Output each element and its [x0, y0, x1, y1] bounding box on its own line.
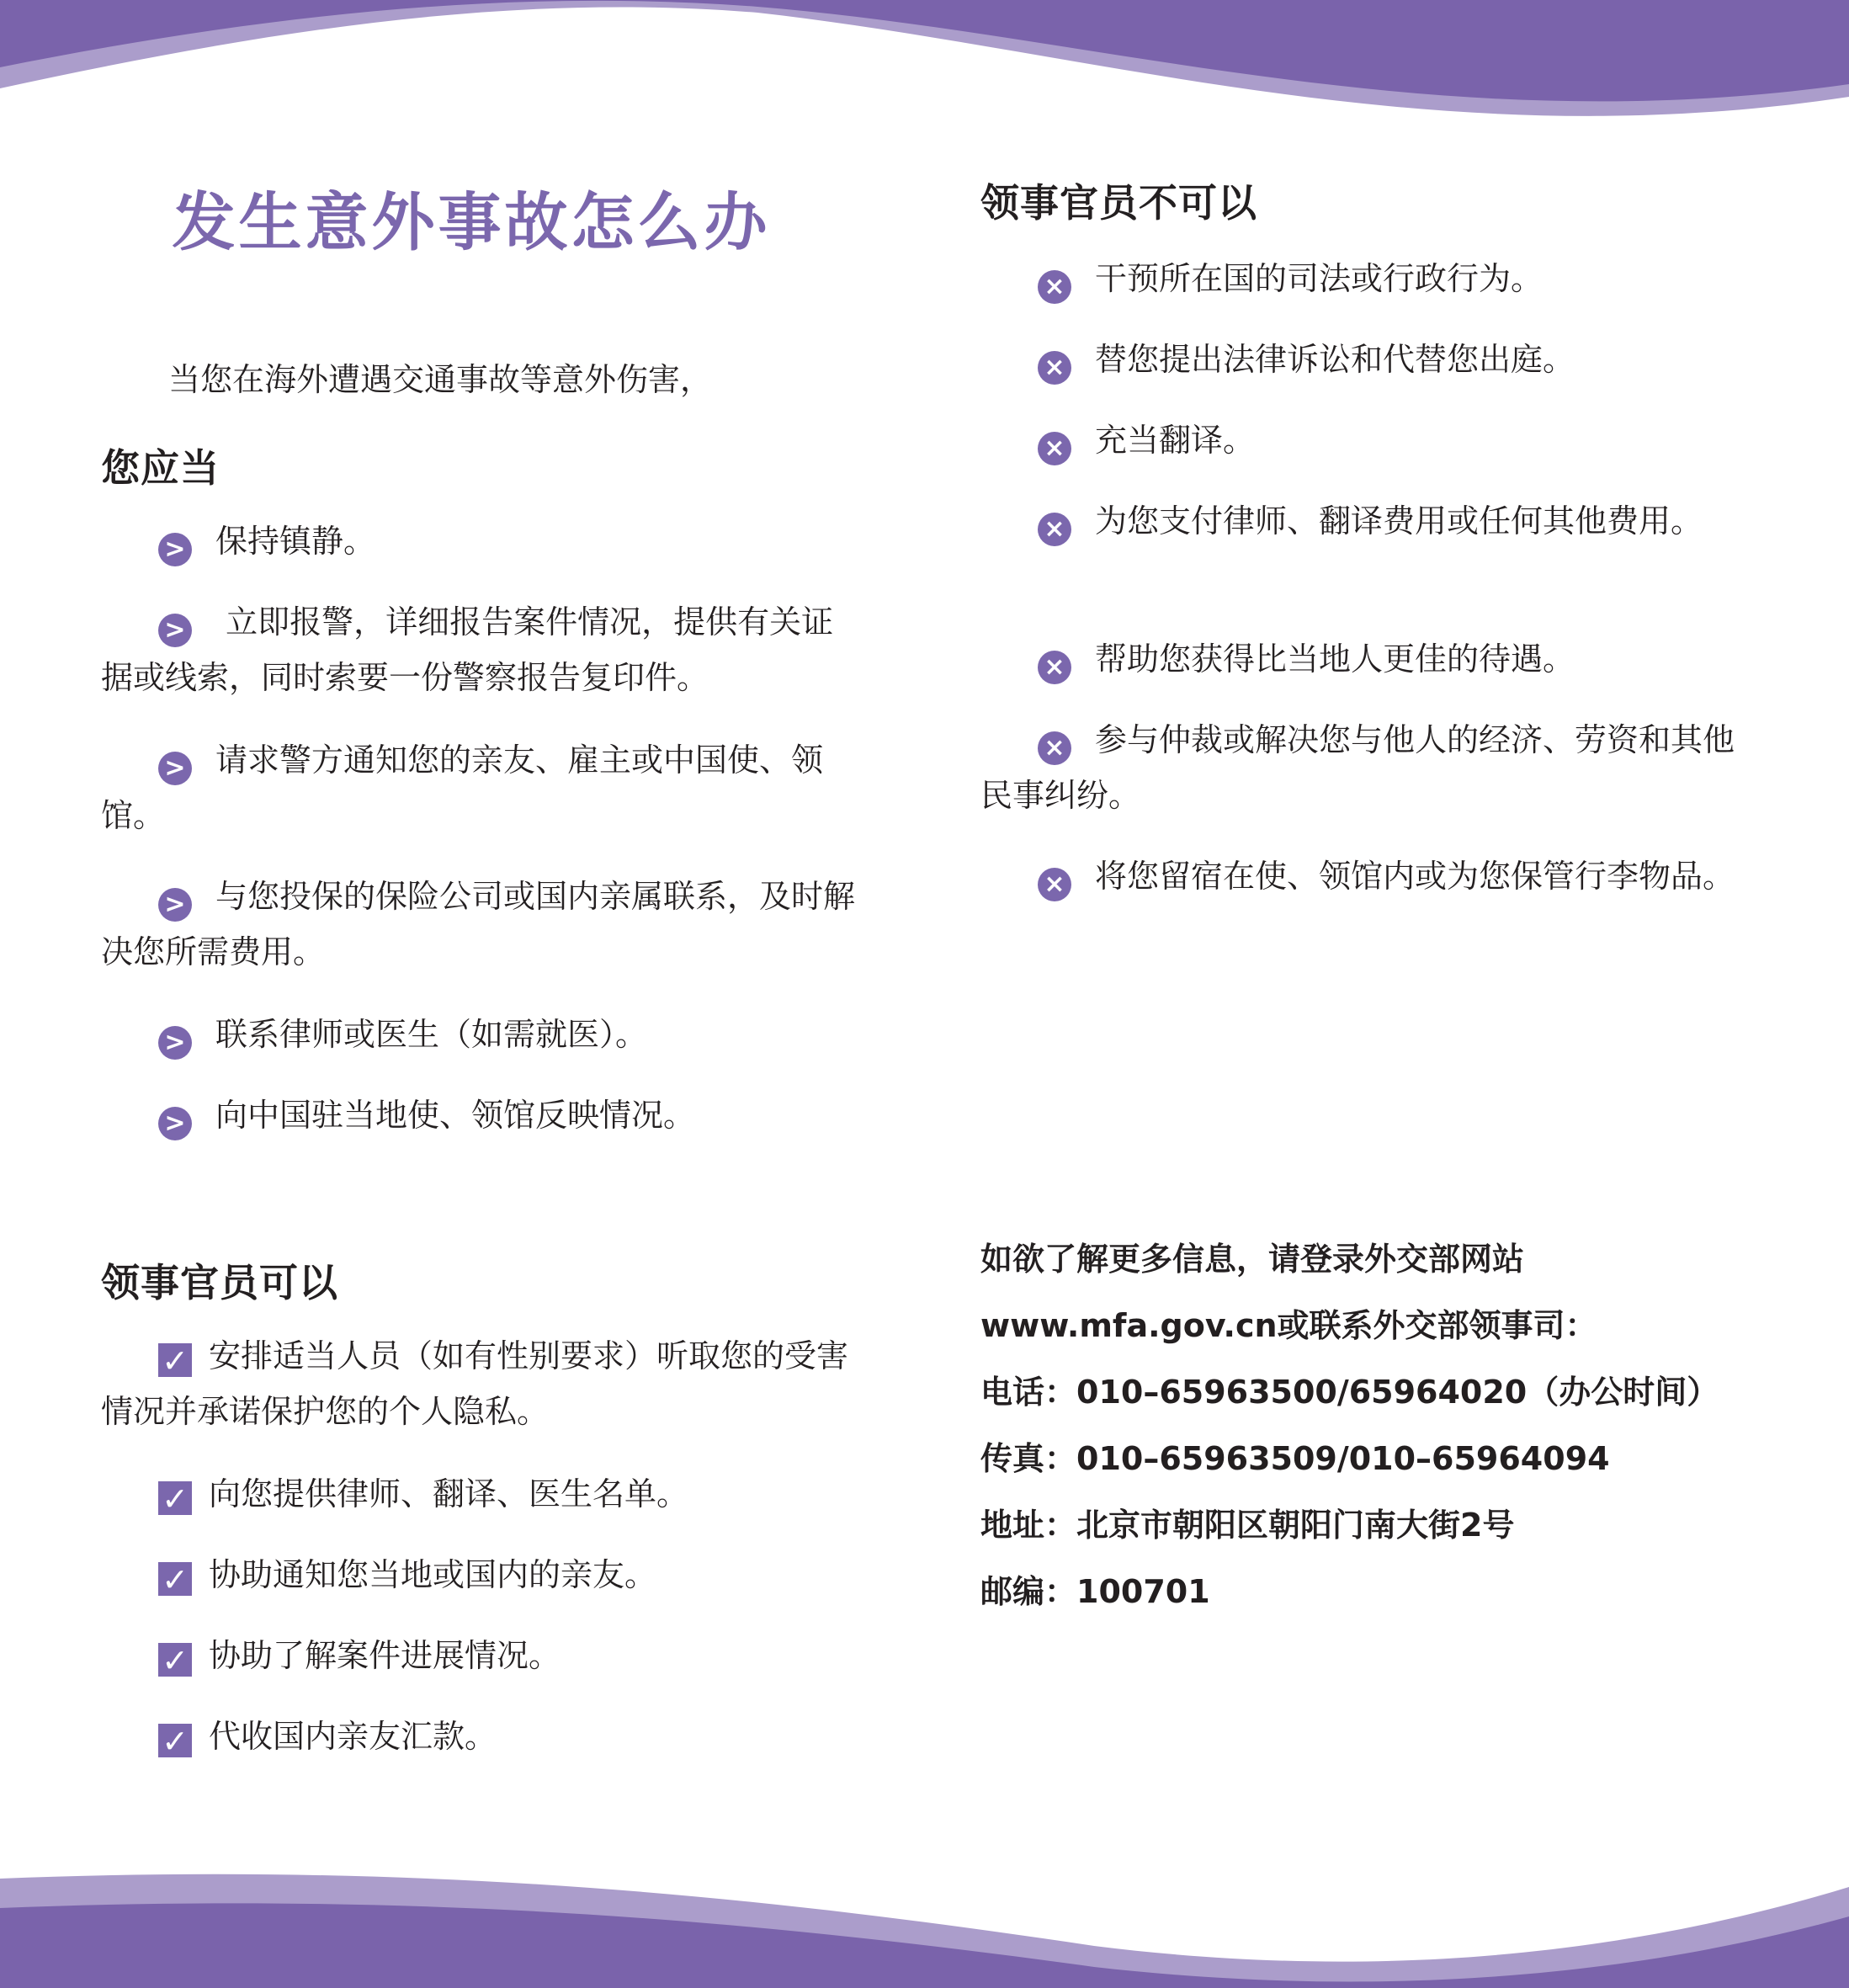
can-item: ✓ 安排适当人员（如有性别要求）听取您的受害情况并承诺保护您的个人隐私。	[101, 1337, 849, 1430]
x-circle-icon: ×	[1038, 651, 1071, 684]
can-item: ✓ 向您提供律师、翻译、医生名单。	[101, 1466, 863, 1522]
should-item: > 与您投保的保险公司或国内亲属联系，及时解决您所需费用。	[101, 878, 856, 970]
checkmark-square-icon: ✓	[158, 1481, 192, 1515]
x-circle-icon: ×	[1038, 270, 1071, 304]
contact-address: 地址：北京市朝阳区朝阳门南大街2号	[980, 1507, 1515, 1544]
checkmark-square-icon: ✓	[158, 1724, 192, 1757]
contact-website: www.mfa.gov.cn或联系外交部领事司：	[980, 1307, 1597, 1344]
x-circle-icon: ×	[1038, 351, 1071, 385]
cannot-item: × 干预所在国的司法或行政行为。	[980, 251, 1751, 306]
cannot-item: × 将您留宿在使、领馆内或为您保管行李物品。	[980, 848, 1751, 904]
should-item: > 立即报警，详细报告案件情况，提供有关证据或线索，同时索要一份警察报告复印件。	[101, 603, 834, 696]
can-item: ✓ 协助通知您当地或国内的亲友。	[101, 1547, 863, 1603]
arrow-right-circle-icon: >	[158, 533, 192, 566]
should-item: > 向中国驻当地使、领馆反映情况。	[101, 1087, 863, 1143]
cannot-heading: 领事官员不可以	[980, 180, 1257, 226]
should-item: > 保持镇静。	[101, 513, 863, 569]
contact-postcode: 邮编：100701	[980, 1573, 1210, 1610]
contact-fax: 传真：010–65963509/010–65964094	[980, 1440, 1610, 1477]
cannot-item: × 帮助您获得比当地人更佳的待遇。	[980, 631, 1751, 687]
contact-phone: 电话：010–65963500/65964020（办公时间）	[980, 1374, 1719, 1411]
arrow-right-circle-icon: >	[158, 752, 192, 785]
intro-text: 当您在海外遭遇交通事故等意外伤害，	[168, 361, 713, 398]
should-item: > 请求警方通知您的亲友、雇主或中国使、领馆。	[101, 742, 824, 834]
x-circle-icon: ×	[1038, 731, 1071, 765]
bottom-wave-decoration	[0, 1862, 1849, 1988]
cannot-item: × 参与仲裁或解决您与他人的经济、劳资和其他民事纠纷。	[980, 721, 1735, 814]
x-circle-icon: ×	[1038, 513, 1071, 546]
checkmark-square-icon: ✓	[158, 1562, 192, 1596]
arrow-right-circle-icon: >	[158, 888, 192, 922]
page-title: 发生意外事故怎么办	[172, 185, 771, 259]
can-heading: 领事官员可以	[101, 1260, 338, 1305]
arrow-right-circle-icon: >	[158, 1026, 192, 1060]
x-circle-icon: ×	[1038, 868, 1071, 901]
arrow-right-circle-icon: >	[158, 614, 192, 647]
arrow-right-circle-icon: >	[158, 1107, 192, 1140]
cannot-item: × 为您支付律师、翻译费用或任何其他费用。	[980, 493, 1751, 549]
contact-intro: 如欲了解更多信息，请登录外交部网站	[980, 1241, 1525, 1278]
can-item: ✓ 协助了解案件进展情况。	[101, 1628, 863, 1683]
should-heading: 您应当	[101, 445, 220, 491]
cannot-item: × 充当翻译。	[980, 412, 1751, 468]
checkmark-square-icon: ✓	[158, 1343, 192, 1377]
should-item: > 联系律师或医生（如需就医）。	[101, 1007, 863, 1062]
cannot-item: × 替您提出法律诉讼和代替您出庭。	[980, 332, 1751, 387]
checkmark-square-icon: ✓	[158, 1643, 192, 1677]
x-circle-icon: ×	[1038, 432, 1071, 465]
can-item: ✓ 代收国内亲友汇款。	[101, 1709, 863, 1764]
top-wave-decoration	[0, 0, 1849, 151]
